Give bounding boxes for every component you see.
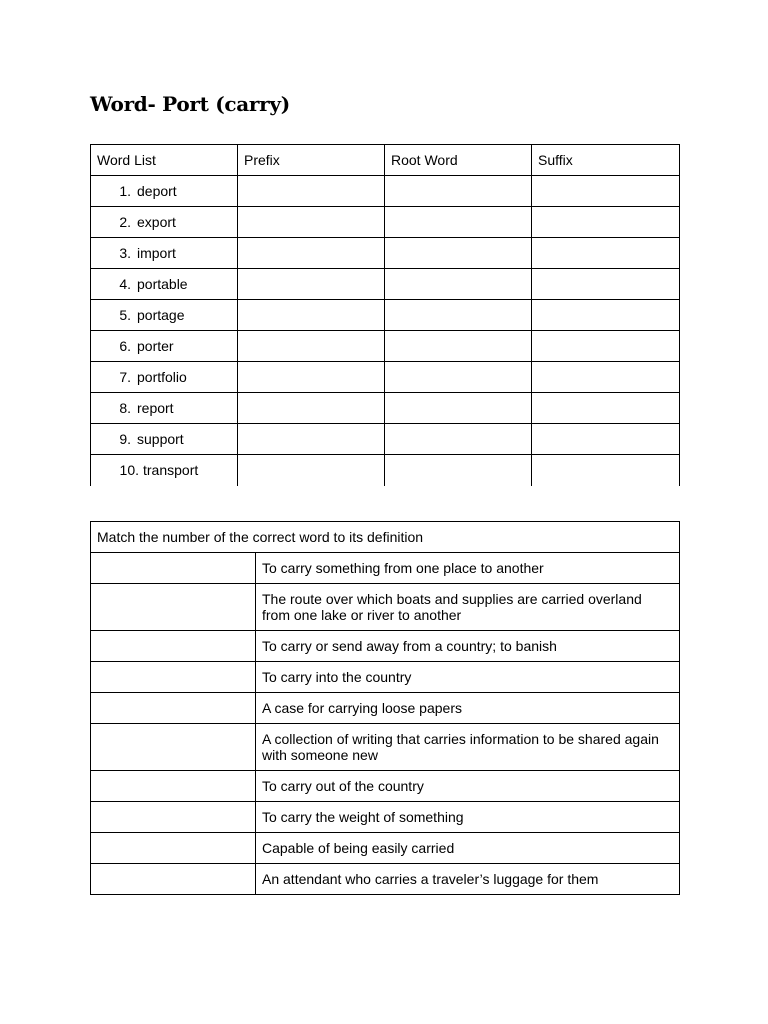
header-root-word: Root Word <box>385 145 532 176</box>
header-suffix: Suffix <box>532 145 680 176</box>
definition-text: A case for carrying loose papers <box>256 693 680 724</box>
suffix-cell[interactable] <box>532 393 680 424</box>
root-word-cell[interactable] <box>385 269 532 300</box>
answer-cell[interactable] <box>91 553 256 584</box>
suffix-cell[interactable] <box>532 269 680 300</box>
table-row <box>91 331 680 362</box>
table-row <box>91 455 680 486</box>
table-row <box>91 833 680 864</box>
header-prefix: Prefix <box>238 145 385 176</box>
root-word-cell[interactable] <box>385 300 532 331</box>
prefix-cell[interactable] <box>238 176 385 207</box>
table-row <box>91 362 680 393</box>
prefix-cell[interactable] <box>238 424 385 455</box>
suffix-cell[interactable] <box>532 207 680 238</box>
word-text: import <box>137 245 176 261</box>
table-row <box>91 553 680 584</box>
word-text: portable <box>137 276 188 292</box>
answer-cell[interactable] <box>91 662 256 693</box>
word-text: export <box>137 214 176 230</box>
root-word-cell[interactable] <box>385 331 532 362</box>
answer-cell[interactable] <box>91 631 256 662</box>
definition-text: To carry out of the country <box>256 771 680 802</box>
answer-cell[interactable] <box>91 724 256 771</box>
table-row <box>91 771 680 802</box>
answer-cell[interactable] <box>91 584 256 631</box>
prefix-cell[interactable] <box>238 455 385 486</box>
match-instruction: Match the number of the correct word to its definition <box>91 522 680 553</box>
suffix-cell[interactable] <box>532 176 680 207</box>
suffix-cell[interactable] <box>532 331 680 362</box>
root-word-cell[interactable] <box>385 362 532 393</box>
word-number: 3. <box>119 245 131 261</box>
table-row <box>91 300 680 331</box>
prefix-cell[interactable] <box>238 269 385 300</box>
word-text: deport <box>137 183 177 199</box>
word-part-table <box>90 144 680 486</box>
root-word-cell[interactable] <box>385 238 532 269</box>
answer-cell[interactable] <box>91 771 256 802</box>
root-word-cell[interactable] <box>385 207 532 238</box>
definition-text: A collection of writing that carries information to be shared again with someone new <box>256 724 680 771</box>
page-title: Word- Port (carry) <box>90 92 290 116</box>
suffix-cell[interactable] <box>532 455 680 486</box>
suffix-cell[interactable] <box>532 424 680 455</box>
table-row <box>91 238 680 269</box>
word-number: 6. <box>119 338 131 354</box>
word-number: 2. <box>119 214 131 230</box>
word-number: 8. <box>119 400 131 416</box>
definition-text: An attendant who carries a traveler’s luggage for them <box>256 864 680 895</box>
table-row <box>91 631 680 662</box>
definition-text: To carry something from one place to another <box>256 553 680 584</box>
word-text: portfolio <box>137 369 187 385</box>
prefix-cell[interactable] <box>238 331 385 362</box>
table-row <box>91 724 680 771</box>
table-row <box>91 584 680 631</box>
word-text: report <box>137 400 174 416</box>
prefix-cell[interactable] <box>238 362 385 393</box>
prefix-cell[interactable] <box>238 207 385 238</box>
word-number: 4. <box>119 276 131 292</box>
table-row <box>91 662 680 693</box>
root-word-cell[interactable] <box>385 455 532 486</box>
root-word-cell[interactable] <box>385 424 532 455</box>
word-number: 9. <box>119 431 131 447</box>
definition-text: The route over which boats and supplies are carried overland from one lake or river to another <box>256 584 680 631</box>
word-number: 7. <box>119 369 131 385</box>
table-header-row <box>91 145 680 176</box>
root-word-cell[interactable] <box>385 176 532 207</box>
word-text: portage <box>137 307 185 323</box>
table-row <box>91 864 680 895</box>
instruction-row <box>91 522 680 553</box>
table-row <box>91 176 680 207</box>
suffix-cell[interactable] <box>532 238 680 269</box>
table-row <box>91 393 680 424</box>
definition-text: To carry into the country <box>256 662 680 693</box>
table-row <box>91 802 680 833</box>
definition-text: To carry the weight of something <box>256 802 680 833</box>
word-text: porter <box>137 338 174 354</box>
table-row <box>91 269 680 300</box>
root-word-cell[interactable] <box>385 393 532 424</box>
definition-text: Capable of being easily carried <box>256 833 680 864</box>
answer-cell[interactable] <box>91 864 256 895</box>
word-number: 1. <box>119 183 131 199</box>
prefix-cell[interactable] <box>238 393 385 424</box>
table-row <box>91 693 680 724</box>
table-row <box>91 424 680 455</box>
answer-cell[interactable] <box>91 693 256 724</box>
definition-match-table <box>90 521 680 895</box>
definition-text: To carry or send away from a country; to banish <box>256 631 680 662</box>
word-text: support <box>137 431 184 447</box>
prefix-cell[interactable] <box>238 300 385 331</box>
table-row <box>91 207 680 238</box>
answer-cell[interactable] <box>91 802 256 833</box>
suffix-cell[interactable] <box>532 300 680 331</box>
word-number: 5. <box>119 307 131 323</box>
answer-cell[interactable] <box>91 833 256 864</box>
word-text: transport <box>143 462 199 479</box>
prefix-cell[interactable] <box>238 238 385 269</box>
word-number: 10. <box>119 462 139 479</box>
suffix-cell[interactable] <box>532 362 680 393</box>
header-word-list: Word List <box>91 145 238 176</box>
